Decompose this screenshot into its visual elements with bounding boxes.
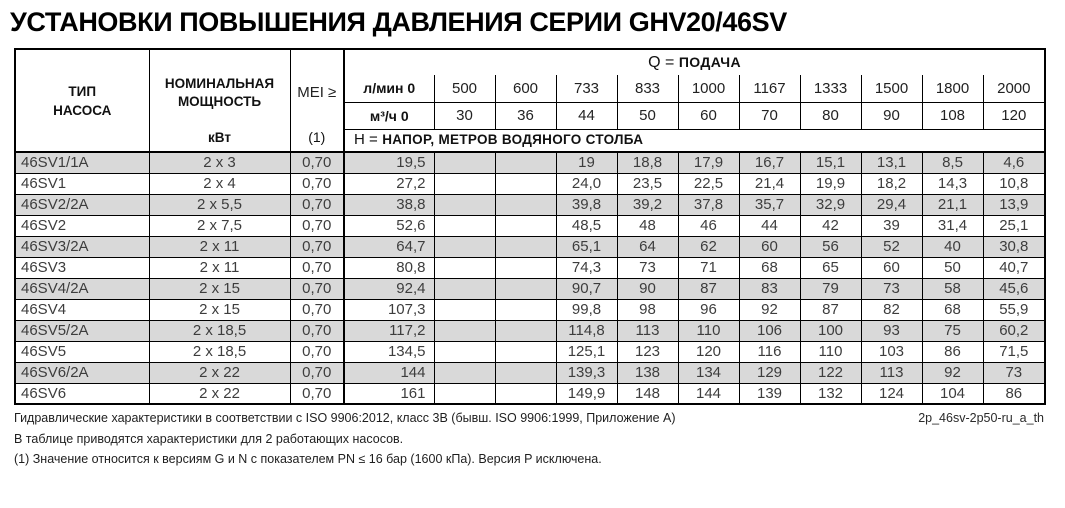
- mei-cell: 0,70: [290, 299, 344, 320]
- head-value-cell: 21,1: [922, 194, 983, 215]
- head-at-zero-cell: 134,5: [344, 341, 434, 362]
- head-value-cell: 29,4: [861, 194, 922, 215]
- head-value-cell: [495, 215, 556, 236]
- power-unit-label: кВт: [208, 130, 231, 146]
- head-value-cell: 74,3: [556, 257, 617, 278]
- head-value-cell: 39,2: [617, 194, 678, 215]
- head-value-cell: [434, 320, 495, 341]
- head-value-cell: 62: [678, 236, 739, 257]
- head-value-cell: 82: [861, 299, 922, 320]
- head-value-cell: [434, 194, 495, 215]
- head-value-cell: 64: [617, 236, 678, 257]
- col-header-mei: [290, 49, 344, 152]
- head-value-cell: 86: [983, 383, 1045, 404]
- head-value-cell: 13,9: [983, 194, 1045, 215]
- head-value-cell: 71: [678, 257, 739, 278]
- mei-cell: 0,70: [290, 362, 344, 383]
- mei-cell: 0,70: [290, 236, 344, 257]
- head-value-cell: 19: [556, 152, 617, 173]
- mei-cell: 0,70: [290, 257, 344, 278]
- pump-type-cell: 46SV3/2A: [15, 236, 149, 257]
- pump-type-label-line2: НАСОСА: [53, 102, 112, 118]
- head-value-cell: 48,5: [556, 215, 617, 236]
- head-value-cell: 56: [800, 236, 861, 257]
- pump-performance-table: [14, 48, 1046, 405]
- head-value-cell: 31,4: [922, 215, 983, 236]
- head-value-cell: [434, 215, 495, 236]
- head-value-cell: 35,7: [739, 194, 800, 215]
- head-value-cell: 92: [922, 362, 983, 383]
- head-value-cell: 125,1: [556, 341, 617, 362]
- head-value-cell: 100: [800, 320, 861, 341]
- head-value-cell: 46: [678, 215, 739, 236]
- head-value-cell: [434, 152, 495, 173]
- head-value-cell: [434, 173, 495, 194]
- head-value-cell: 92: [739, 299, 800, 320]
- mei-cell: 0,70: [290, 173, 344, 194]
- head-at-zero-cell: 27,2: [344, 173, 434, 194]
- head-value-cell: 86: [922, 341, 983, 362]
- head-value-cell: 50: [922, 257, 983, 278]
- power-cell: 2 x 3: [149, 152, 290, 173]
- head-value-cell: 18,8: [617, 152, 678, 173]
- pump-type-cell: 46SV6/2A: [15, 362, 149, 383]
- table-row: [15, 257, 1045, 278]
- head-value-cell: [495, 194, 556, 215]
- head-value-cell: [434, 257, 495, 278]
- head-at-zero-cell: 80,8: [344, 257, 434, 278]
- mei-cell: 0,70: [290, 194, 344, 215]
- flow-m3h-cell: 80: [800, 102, 861, 129]
- head-value-cell: 124: [861, 383, 922, 404]
- col-header-flow-q: [344, 49, 1045, 75]
- head-value-cell: 99,8: [556, 299, 617, 320]
- q-prefix: Q =: [648, 53, 675, 71]
- table-row: [15, 194, 1045, 215]
- head-value-cell: [434, 278, 495, 299]
- footnote-mei-versions: (1) Значение относится к версиям G и N с показателем PN ≤ 16 бар (1600 кПа). Версия P исключена.: [14, 452, 602, 467]
- head-value-cell: 90,7: [556, 278, 617, 299]
- head-value-cell: 16,7: [739, 152, 800, 173]
- head-value-cell: 13,1: [861, 152, 922, 173]
- head-value-cell: 17,9: [678, 152, 739, 173]
- head-value-cell: 25,1: [983, 215, 1045, 236]
- page-title: УСТАНОВКИ ПОВЫШЕНИЯ ДАВЛЕНИЯ СЕРИИ GHV20/46SV: [10, 7, 787, 37]
- head-at-zero-cell: 52,6: [344, 215, 434, 236]
- head-value-cell: 19,9: [800, 173, 861, 194]
- power-cell: 2 x 11: [149, 257, 290, 278]
- flow-m3h-cell: 30: [434, 102, 495, 129]
- table-row: [15, 236, 1045, 257]
- mei-cell: 0,70: [290, 383, 344, 404]
- q-label: ПОДАЧА: [678, 53, 741, 70]
- pump-type-cell: 46SV4/2A: [15, 278, 149, 299]
- power-cell: 2 x 18,5: [149, 341, 290, 362]
- table-header: [15, 49, 1045, 152]
- pump-type-cell: 46SV6: [15, 383, 149, 404]
- mei-footnote-ref: (1): [308, 129, 326, 146]
- head-value-cell: [495, 278, 556, 299]
- flow-lmin-cell: 1000: [678, 75, 739, 102]
- head-value-cell: 60: [861, 257, 922, 278]
- head-value-cell: 10,8: [983, 173, 1045, 194]
- head-value-cell: 87: [800, 299, 861, 320]
- head-value-cell: 93: [861, 320, 922, 341]
- flow-m3h-cell: 120: [983, 102, 1045, 129]
- flow-lmin-cell: 1500: [861, 75, 922, 102]
- flow-m3h-cell: 50: [617, 102, 678, 129]
- head-value-cell: 113: [617, 320, 678, 341]
- table-row: [15, 341, 1045, 362]
- head-value-cell: 39,8: [556, 194, 617, 215]
- head-value-cell: 90: [617, 278, 678, 299]
- head-value-cell: 60,2: [983, 320, 1045, 341]
- head-value-cell: [495, 173, 556, 194]
- table-row: [15, 173, 1045, 194]
- head-value-cell: 18,2: [861, 173, 922, 194]
- flow-lmin-cell: 833: [617, 75, 678, 102]
- head-value-cell: [434, 362, 495, 383]
- head-units-row: [344, 129, 1045, 152]
- power-cell: 2 x 18,5: [149, 320, 290, 341]
- head-at-zero-cell: 144: [344, 362, 434, 383]
- power-cell: 2 x 7,5: [149, 215, 290, 236]
- power-cell: 2 x 5,5: [149, 194, 290, 215]
- head-value-cell: 122: [800, 362, 861, 383]
- head-value-cell: 14,3: [922, 173, 983, 194]
- col-header-nominal-power: [149, 49, 290, 152]
- flow-m3h-cell: 36: [495, 102, 556, 129]
- head-at-zero-cell: 107,3: [344, 299, 434, 320]
- head-value-cell: [434, 383, 495, 404]
- head-value-cell: 83: [739, 278, 800, 299]
- pump-type-cell: 46SV1: [15, 173, 149, 194]
- pump-type-cell: 46SV3: [15, 257, 149, 278]
- mei-cell: 0,70: [290, 341, 344, 362]
- table-row: [15, 215, 1045, 236]
- power-cell: 2 x 15: [149, 278, 290, 299]
- head-value-cell: 87: [678, 278, 739, 299]
- head-value-cell: 48: [617, 215, 678, 236]
- h-label: НАПОР, МЕТРОВ ВОДЯНОГО СТОЛБА: [382, 132, 644, 148]
- power-cell: 2 x 22: [149, 383, 290, 404]
- flow-m3h-cell: 60: [678, 102, 739, 129]
- table-row: [15, 152, 1045, 173]
- flow-m3h-cell: 90: [861, 102, 922, 129]
- head-value-cell: [495, 320, 556, 341]
- head-value-cell: [495, 152, 556, 173]
- head-value-cell: 116: [739, 341, 800, 362]
- table-row: [15, 320, 1045, 341]
- head-value-cell: 114,8: [556, 320, 617, 341]
- head-value-cell: 98: [617, 299, 678, 320]
- head-value-cell: 113: [861, 362, 922, 383]
- flow-lmin-cell: 1167: [739, 75, 800, 102]
- flow-lmin-cell: 1800: [922, 75, 983, 102]
- head-value-cell: [495, 257, 556, 278]
- head-value-cell: 23,5: [617, 173, 678, 194]
- table-row: [15, 278, 1045, 299]
- power-cell: 2 x 15: [149, 299, 290, 320]
- flow-lmin-cell: 733: [556, 75, 617, 102]
- head-value-cell: 73: [983, 362, 1045, 383]
- head-at-zero-cell: 64,7: [344, 236, 434, 257]
- head-value-cell: 103: [861, 341, 922, 362]
- head-value-cell: 79: [800, 278, 861, 299]
- col-header-pump-type: [15, 49, 149, 152]
- head-value-cell: 120: [678, 341, 739, 362]
- head-value-cell: 123: [617, 341, 678, 362]
- head-value-cell: 71,5: [983, 341, 1045, 362]
- table-body: [15, 152, 1045, 404]
- head-value-cell: 58: [922, 278, 983, 299]
- flow-lmin-cell: 500: [434, 75, 495, 102]
- head-value-cell: 139: [739, 383, 800, 404]
- head-value-cell: 8,5: [922, 152, 983, 173]
- head-value-cell: 40,7: [983, 257, 1045, 278]
- flow-m3h-cell: м³/ч 0: [344, 102, 434, 129]
- head-value-cell: [495, 236, 556, 257]
- flow-m3h-cell: 70: [739, 102, 800, 129]
- pump-type-cell: 46SV1/1A: [15, 152, 149, 173]
- mei-cell: 0,70: [290, 152, 344, 173]
- head-value-cell: 40: [922, 236, 983, 257]
- head-value-cell: 22,5: [678, 173, 739, 194]
- head-value-cell: 60: [739, 236, 800, 257]
- footnote-two-pumps: В таблице приводятся характеристики для 2 работающих насосов.: [14, 431, 404, 446]
- flow-lmin-cell: 600: [495, 75, 556, 102]
- flow-m3h-cell: 44: [556, 102, 617, 129]
- power-cell: 2 x 4: [149, 173, 290, 194]
- head-value-cell: 138: [617, 362, 678, 383]
- head-value-cell: 15,1: [800, 152, 861, 173]
- table-row: [15, 362, 1045, 383]
- pump-type-cell: 46SV2/2A: [15, 194, 149, 215]
- head-value-cell: 65: [800, 257, 861, 278]
- head-value-cell: 52: [861, 236, 922, 257]
- head-at-zero-cell: 92,4: [344, 278, 434, 299]
- h-prefix: Н =: [354, 131, 378, 149]
- head-value-cell: 104: [922, 383, 983, 404]
- head-value-cell: 148: [617, 383, 678, 404]
- footnotes: [14, 408, 1044, 470]
- footnote-iso: Гидравлические характеристики в соответствии с ISO 9906:2012, класс 3B (бывш. ISO 9906:1999, Приложение A): [14, 411, 676, 426]
- head-value-cell: 21,4: [739, 173, 800, 194]
- pump-type-label-line1: ТИП: [68, 84, 97, 100]
- head-at-zero-cell: 117,2: [344, 320, 434, 341]
- head-value-cell: 24,0: [556, 173, 617, 194]
- power-label-line2: МОЩНОСТЬ: [177, 94, 262, 110]
- head-value-cell: [434, 236, 495, 257]
- power-cell: 2 x 11: [149, 236, 290, 257]
- flow-lmin-cell: л/мин 0: [344, 75, 434, 102]
- head-value-cell: 110: [800, 341, 861, 362]
- head-at-zero-cell: 161: [344, 383, 434, 404]
- mei-cell: 0,70: [290, 278, 344, 299]
- pump-type-cell: 46SV5: [15, 341, 149, 362]
- mei-label: MEI ≥: [297, 84, 337, 102]
- head-value-cell: [495, 383, 556, 404]
- head-value-cell: 68: [922, 299, 983, 320]
- power-label-line1: НОМИНАЛЬНАЯ: [164, 75, 275, 91]
- head-value-cell: 106: [739, 320, 800, 341]
- head-value-cell: 110: [678, 320, 739, 341]
- head-value-cell: [495, 362, 556, 383]
- document-code: 2p_46sv-2p50-ru_a_th: [918, 411, 1044, 426]
- head-value-cell: 44: [739, 215, 800, 236]
- table-row: [15, 383, 1045, 404]
- pump-type-cell: 46SV2: [15, 215, 149, 236]
- head-value-cell: 45,6: [983, 278, 1045, 299]
- head-value-cell: 42: [800, 215, 861, 236]
- head-value-cell: 32,9: [800, 194, 861, 215]
- pump-type-cell: 46SV5/2A: [15, 320, 149, 341]
- pump-type-cell: 46SV4: [15, 299, 149, 320]
- head-value-cell: 68: [739, 257, 800, 278]
- head-value-cell: [434, 299, 495, 320]
- power-cell: 2 x 22: [149, 362, 290, 383]
- head-value-cell: 73: [861, 278, 922, 299]
- mei-cell: 0,70: [290, 320, 344, 341]
- head-value-cell: 134: [678, 362, 739, 383]
- head-at-zero-cell: 38,8: [344, 194, 434, 215]
- head-value-cell: 37,8: [678, 194, 739, 215]
- head-value-cell: 139,3: [556, 362, 617, 383]
- head-value-cell: 75: [922, 320, 983, 341]
- head-at-zero-cell: 19,5: [344, 152, 434, 173]
- table-row: [15, 299, 1045, 320]
- mei-cell: 0,70: [290, 215, 344, 236]
- flow-lmin-cell: 2000: [983, 75, 1045, 102]
- head-value-cell: 65,1: [556, 236, 617, 257]
- head-value-cell: 144: [678, 383, 739, 404]
- head-value-cell: 73: [617, 257, 678, 278]
- head-value-cell: [434, 341, 495, 362]
- flow-m3h-cell: 108: [922, 102, 983, 129]
- head-value-cell: 30,8: [983, 236, 1045, 257]
- head-value-cell: 129: [739, 362, 800, 383]
- head-value-cell: 149,9: [556, 383, 617, 404]
- flow-lmin-cell: 1333: [800, 75, 861, 102]
- head-value-cell: [495, 299, 556, 320]
- head-value-cell: 39: [861, 215, 922, 236]
- head-value-cell: [495, 341, 556, 362]
- head-value-cell: 4,6: [983, 152, 1045, 173]
- head-value-cell: 96: [678, 299, 739, 320]
- head-value-cell: 55,9: [983, 299, 1045, 320]
- head-value-cell: 132: [800, 383, 861, 404]
